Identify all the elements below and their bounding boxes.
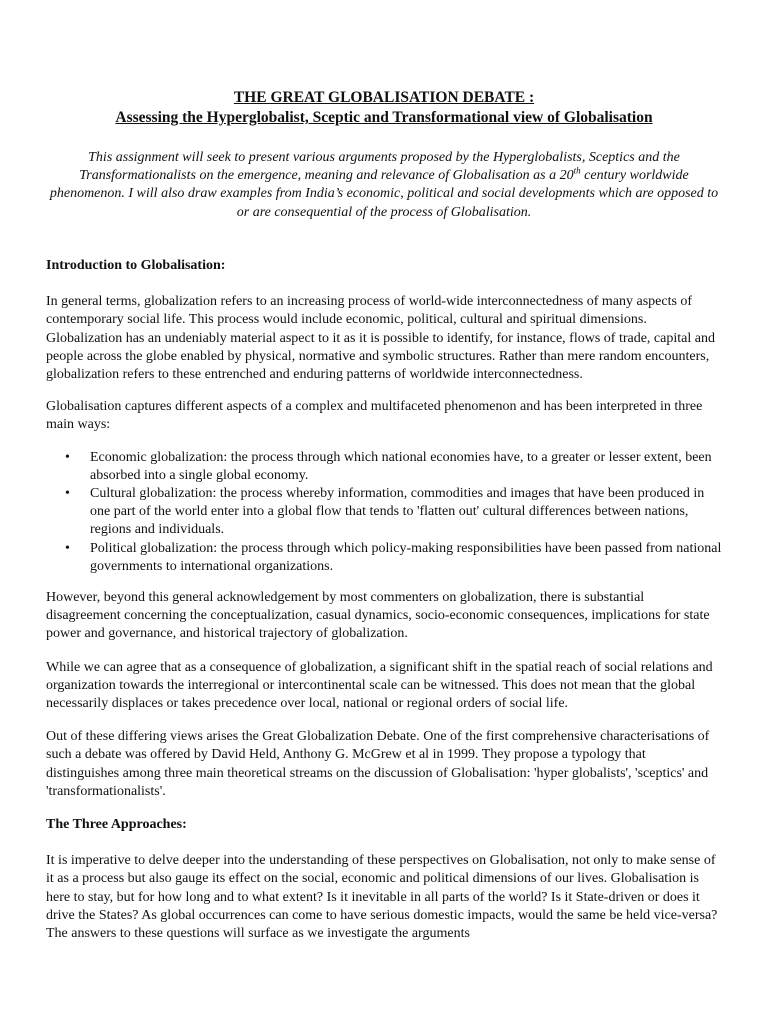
intro-heading: Introduction to Globalisation: [46,258,226,273]
list-item-political [46,540,722,576]
bullet-icon: • [65,449,70,465]
title-block [40,88,728,128]
globalization-types-list [46,449,722,576]
bullet-icon: • [65,540,70,556]
abstract-text-start: This assignment will seek to present various arguments proposed by the Hyperglobalists, Sceptics and the Transformationalists on the emergence, meaning and relevance of Globalisation as a 20 [79,150,680,184]
document-title: THE GREAT GLOBALISATION DEBATE : [233,89,535,106]
paragraph-three-ways: Globalisation captures different aspects of a complex and multifaceted phenomenon and has been interpreted in three main ways: [46,399,703,433]
paragraph-perspectives: It is imperative to delve deeper into the understanding of these perspectives on Globalisation, not only to make sense of it as a process but also gauge its effect on the social, economic and political dimensions of our lives. Globalisation is here to stay, but for how long and to what extent? Is it inevitable in all parts of the world? Is it State-driven or does it drive the States? As global occurrences can come to have serious domestic impacts, would the same be held vice-versa? The answers to these questions will surface as we investigate the arguments [46,853,718,942]
paragraph-globalization-definition: In general terms, globalization refers to an increasing process of world-wide interconnectedness of many aspects of contemporary social life. This process would include economic, political, cultural and spiritual dimensions. Globalization has an undeniably material aspect to it as it is possible to identify, for instance, flows of trade, capital and people across the globe enabled by physical, normative and symbolic structures. Rather than mere random encounters, globalization refers to these entrenched and enduring patterns of worldwide interconnectedness. [46,294,715,383]
document-body [46,257,722,957]
list-item-economic [46,449,722,485]
paragraph-great-debate: Out of these differing views arises the Great Globalization Debate. One of the first comprehensive characterisations of such a debate was offered by David Held, Anthony G. McGrew et al in 1999. They propose a typology that distinguishes among three main theoretical streams on the discussion of Globalisation: 'hyper globalists', 'sceptics' and 'transformationalists'. [46,729,710,799]
approaches-heading: The Three Approaches: [46,817,187,833]
abstract-superscript: th [573,165,581,176]
list-item-text: Political globalization: the process through which policy-making responsibilities have been passed from national governments to international organizations. [90,540,722,574]
list-item-cultural [46,485,722,540]
bullet-icon: • [65,486,70,502]
abstract-text-end: century worldwide phenomenon. I will also draw examples from India’s economic, political and social developments which are opposed to or are consequential of the process of Globalisation. [49,168,719,220]
list-item-text: Economic globalization: the process through which national economies have, to a greater or lesser extent, been absorbed into a single global economy. [90,449,712,483]
abstract [46,149,722,222]
list-item-text: Cultural globalization: the process whereby information, commodities and images that have been produced in one part of the world enter into a global flow that tends to 'flatten out' cultural differences between nations, regions and individuals. [90,486,705,538]
paragraph-disagreement: However, beyond this general acknowledgement by most commenters on globalization, there is substantial disagreement concerning the conceptualization, casual dynamics, socio-economic consequences, implications for state power and governance, and historical trajectory of globalization. [46,590,710,642]
document-subtitle: Assessing the Hyperglobalist, Sceptic and Transformational view of Globalisation [115,109,653,126]
paragraph-spatial-shift: While we can agree that as a consequence of globalization, a significant shift in the spatial reach of social relations and organization towards the interregional or intercontinental scale can be witnessed. This does not mean that the global necessarily displaces or takes precedence over local, national or regional orders of social life. [46,659,713,712]
